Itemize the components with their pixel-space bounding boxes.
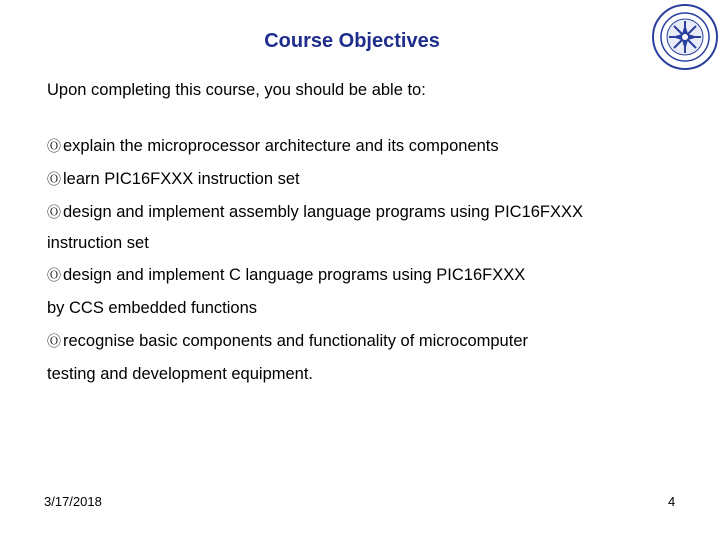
objective-item xyxy=(47,331,528,351)
intro-text: Upon completing this course, you should be able to: xyxy=(47,81,426,99)
objective-text: learn PIC16FXXX instruction set xyxy=(63,170,300,188)
objective-text: design and implement assembly language programs using PIC16FXXX xyxy=(63,203,584,221)
university-logo-icon xyxy=(650,2,720,72)
objective-item xyxy=(47,265,525,285)
objective-text-continued: testing and development equipment. xyxy=(47,365,314,383)
objective-item xyxy=(47,169,300,189)
clock-bullet-icon: Ⓞ xyxy=(47,204,61,220)
objective-text-continued: by CCS embedded functions xyxy=(47,299,258,317)
objective-text-continued: instruction set xyxy=(47,234,149,252)
objective-text: explain the microprocessor architecture and its components xyxy=(63,137,499,155)
clock-bullet-icon: Ⓞ xyxy=(47,171,61,187)
clock-bullet-icon: Ⓞ xyxy=(47,333,61,349)
page-title: Course Objectives xyxy=(264,30,440,52)
objective-item xyxy=(47,136,499,156)
clock-bullet-icon: Ⓞ xyxy=(47,267,61,283)
objective-item xyxy=(47,202,583,222)
objective-text: recognise basic components and functionality of microcomputer xyxy=(63,332,528,350)
objective-text: design and implement C language programs using PIC16FXXX xyxy=(63,266,526,284)
clock-bullet-icon: Ⓞ xyxy=(47,138,61,154)
footer-date: 3/17/2018 xyxy=(44,494,102,509)
page-number: 4 xyxy=(668,494,676,509)
